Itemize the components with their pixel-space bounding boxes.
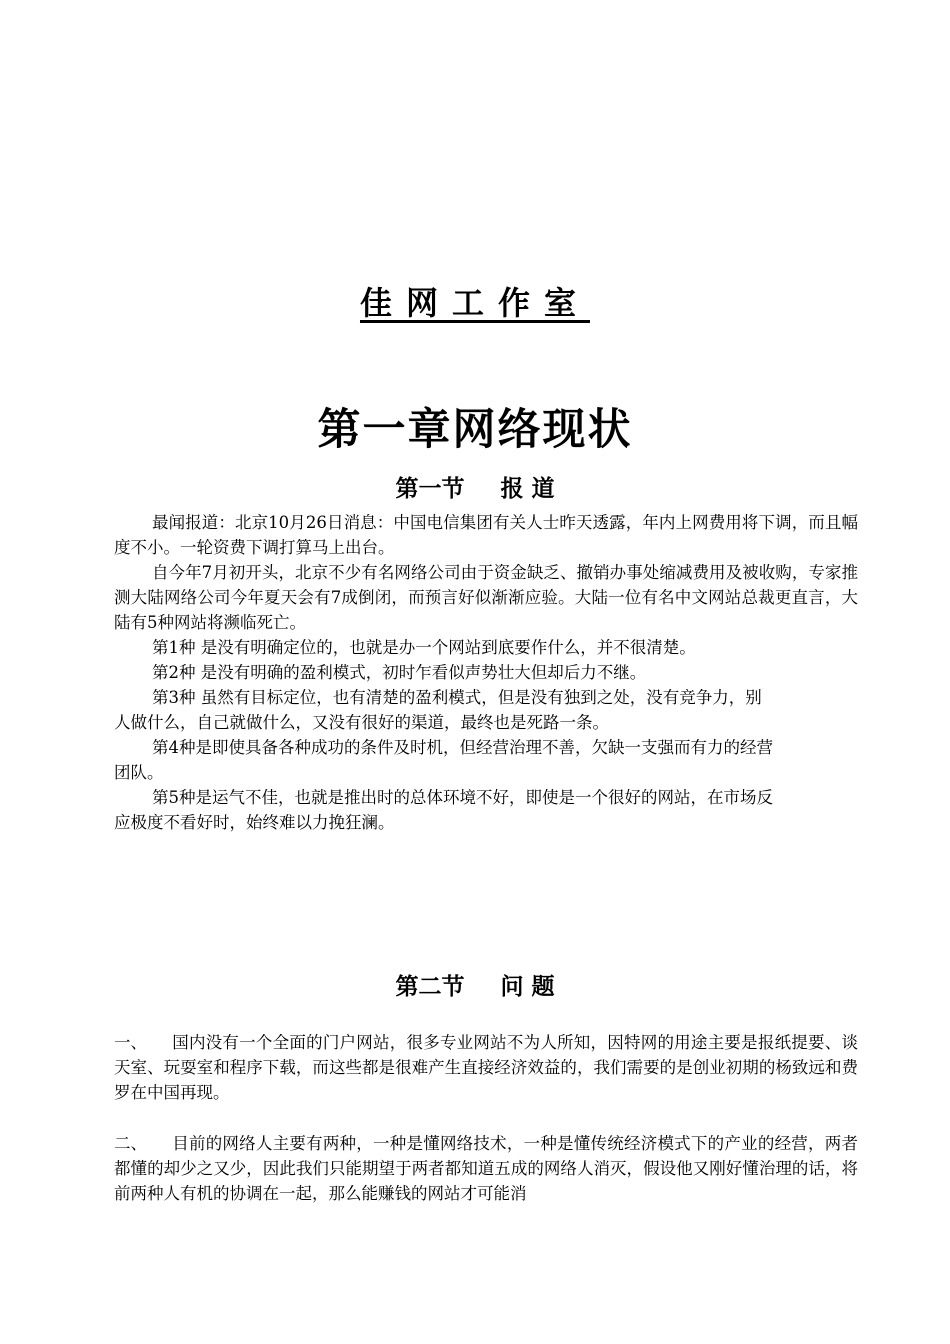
section-1-heading [0, 470, 950, 503]
paragraph: 第1种 是没有明确定位的，也就是办一个网站到底要作什么，并不很清楚。 [152, 638, 696, 657]
paragraph: 自今年7月初开头，北京不少有名网络公司由于资金缺乏、撤销办事处缩减费用及被收购，专家推测大陆网络公司今年夏天会有7成倒闭，而预言好似渐渐应验。大陆一位有名中文网站总裁更直言，大陆有5种网站将濒临死亡。 [114, 563, 858, 632]
paragraph: 最闻报道：北京10月26日消息：中国电信集团有关人士昨天透露，年内上网费用将下调，而且幅度不小。一轮资费下调打算马上出台。 [114, 513, 858, 557]
section-2-heading [0, 968, 950, 1001]
paragraph: 应极度不看好时，始终难以力挽狂澜。 [114, 813, 395, 832]
paragraph: 第3种 虽然有目标定位，也有清楚的盈利模式，但是没有独到之处，没有竞争力，别 [152, 688, 762, 707]
paragraph: 第5种是运气不佳，也就是推出时的总体环境不好，即使是一个很好的网站，在市场反 [152, 788, 773, 807]
paragraph: 团队。 [114, 763, 164, 782]
section-1-label: 第一节 [395, 476, 465, 502]
item-text: 目前的网络人主要有两种，一种是懂网络技术，一种是懂传统经济模式下的产业的经营，两者都懂的却少之又少，因此我们只能期望于两者都知道五成的网络人消灭，假设他又刚好懂治理的话，将前两种人有机的协调在一起，那么能赚钱的网站才可能消 [114, 1134, 858, 1203]
paragraph: 第4种是即使具备各种成功的条件及时机，但经营治理不善，欠缺一支强而有力的经营 [152, 738, 773, 757]
chapter-title: 第一章网络现状 [317, 405, 633, 455]
item-number: 二、 [114, 1134, 147, 1153]
paragraph: 第2种 是没有明确的盈利模式，初时乍看似声势壮大但却后力不继。 [152, 663, 647, 682]
item-text: 国内没有一个全面的门户网站，很多专业网站不为人所知，因特网的用途主要是报纸提要、谈天室、玩耍室和程序下载，而这些都是很难产生直接经济效益的，我们需要的是创业初期的杨致远和费罗在中国再现。 [114, 1033, 858, 1102]
section-2-label: 第二节 [395, 974, 465, 1000]
studio-title: 佳网工作室 [359, 284, 590, 322]
section-2-item-1 [114, 1030, 858, 1105]
section-2-item-2 [114, 1131, 858, 1206]
paragraph: 人做什么，自己就做什么，又没有很好的渠道，最终也是死路一条。 [114, 713, 609, 732]
section-2-title: 问 题 [500, 974, 555, 1000]
item-number: 一、 [114, 1033, 147, 1052]
section-1-body [114, 510, 858, 835]
section-1-title: 报 道 [500, 476, 555, 502]
